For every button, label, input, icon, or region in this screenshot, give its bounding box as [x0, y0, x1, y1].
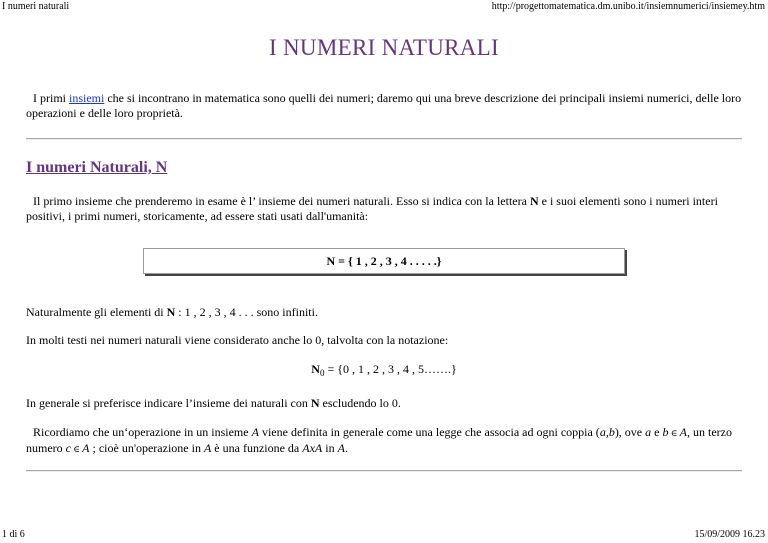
zero-note: In molti testi nei numeri naturali viene considerato anche lo 0, talvolta con la notazione:: [26, 333, 449, 347]
intro-text-after: che si incontrano in matematica sono quelli dei numeri; daremo qui una breve descrizione dei principali insiemi numerici, delle loro operazioni e delle loro proprietà.: [26, 91, 742, 120]
section-title: I numeri Naturali, N: [26, 159, 168, 176]
p5-text-a: In generale si preferisce indicare l’insieme dei naturali con: [26, 396, 311, 410]
intro-text-before: I primi: [33, 91, 69, 105]
page-header-title: I numeri naturali: [2, 1, 70, 12]
intro-paragraph: [26, 91, 742, 121]
p6-t3: ), ove: [614, 425, 646, 439]
p6-t6: è una funzione da: [211, 441, 303, 455]
page-header-url: http://progettomatematica.dm.unibo.it/insiemnumerici/insiemey.htm: [491, 1, 765, 12]
p6-set-a-4: A: [203, 441, 212, 455]
p6-t5: ; cioè un'operazione in: [89, 441, 204, 455]
p6-c: c: [65, 441, 71, 455]
p2-text-a: Il primo insieme che prenderemo in esame è l’ insieme dei numeri naturali. Esso si indica con la lettera: [33, 194, 530, 208]
p6-set-a-5: A: [337, 441, 345, 455]
infinite-elements-note: [26, 305, 742, 320]
n0-notation: [0, 362, 768, 381]
p6-element-of-2: ∈: [70, 444, 83, 454]
p6-t1: Ricordiamo che un‘operazione in un insieme: [33, 425, 252, 439]
divider: [26, 138, 742, 140]
print-timestamp: 15/09/2009 16.23: [694, 529, 765, 540]
naturali-description: [26, 194, 742, 224]
p3-symbol: N: [166, 305, 176, 319]
operation-definition: [26, 425, 742, 457]
naturals-set-box: N = { 1 , 2 , 3 , 4 . . . . .}: [143, 248, 625, 274]
page-counter: 1 di 6: [2, 529, 25, 540]
insiemi-link[interactable]: insiemi: [69, 91, 105, 105]
p5-symbol: N: [310, 396, 320, 410]
p3-text-b: : 1 , 2 , 3 , 4 . . . sono infiniti.: [175, 305, 318, 319]
n0-set: = {0 , 1 , 2 , 3 , 4 , 5…….}: [324, 362, 457, 376]
p6-b: b: [662, 425, 669, 439]
preference-note: [26, 396, 742, 411]
p6-a: a: [645, 425, 652, 439]
p6-t4: , un terzo numero: [26, 425, 732, 455]
p6-set-a-3: A: [82, 441, 90, 455]
page-title: I NUMERI NATURALI: [269, 35, 499, 60]
p2-symbol: N: [529, 194, 539, 208]
p2-text-b: e i suoi elementi sono i numeri interi positivi, i primi numeri, storicamente, ad essere stati usati dall'umanità:: [26, 194, 718, 223]
n0-subscript: 0: [319, 368, 325, 378]
divider: [26, 470, 742, 472]
p6-t2: viene definita in generale come una legge che associa ad ogni coppia (: [258, 425, 600, 439]
p3-text-a: Naturalmente gli elementi di: [26, 305, 167, 319]
p6-axa: AxA: [302, 441, 323, 455]
p6-element-of-1: ∈: [668, 428, 680, 438]
p6-pair: a,b: [599, 425, 615, 439]
p6-t8: .: [344, 441, 348, 455]
p6-e: e: [651, 425, 663, 439]
n0-symbol: N: [311, 362, 320, 376]
p6-set-a-1: A: [251, 425, 259, 439]
p6-set-a-2: A: [679, 425, 687, 439]
p5-text-b: escludendo lo 0.: [319, 396, 401, 410]
p6-t7: in: [322, 441, 338, 455]
